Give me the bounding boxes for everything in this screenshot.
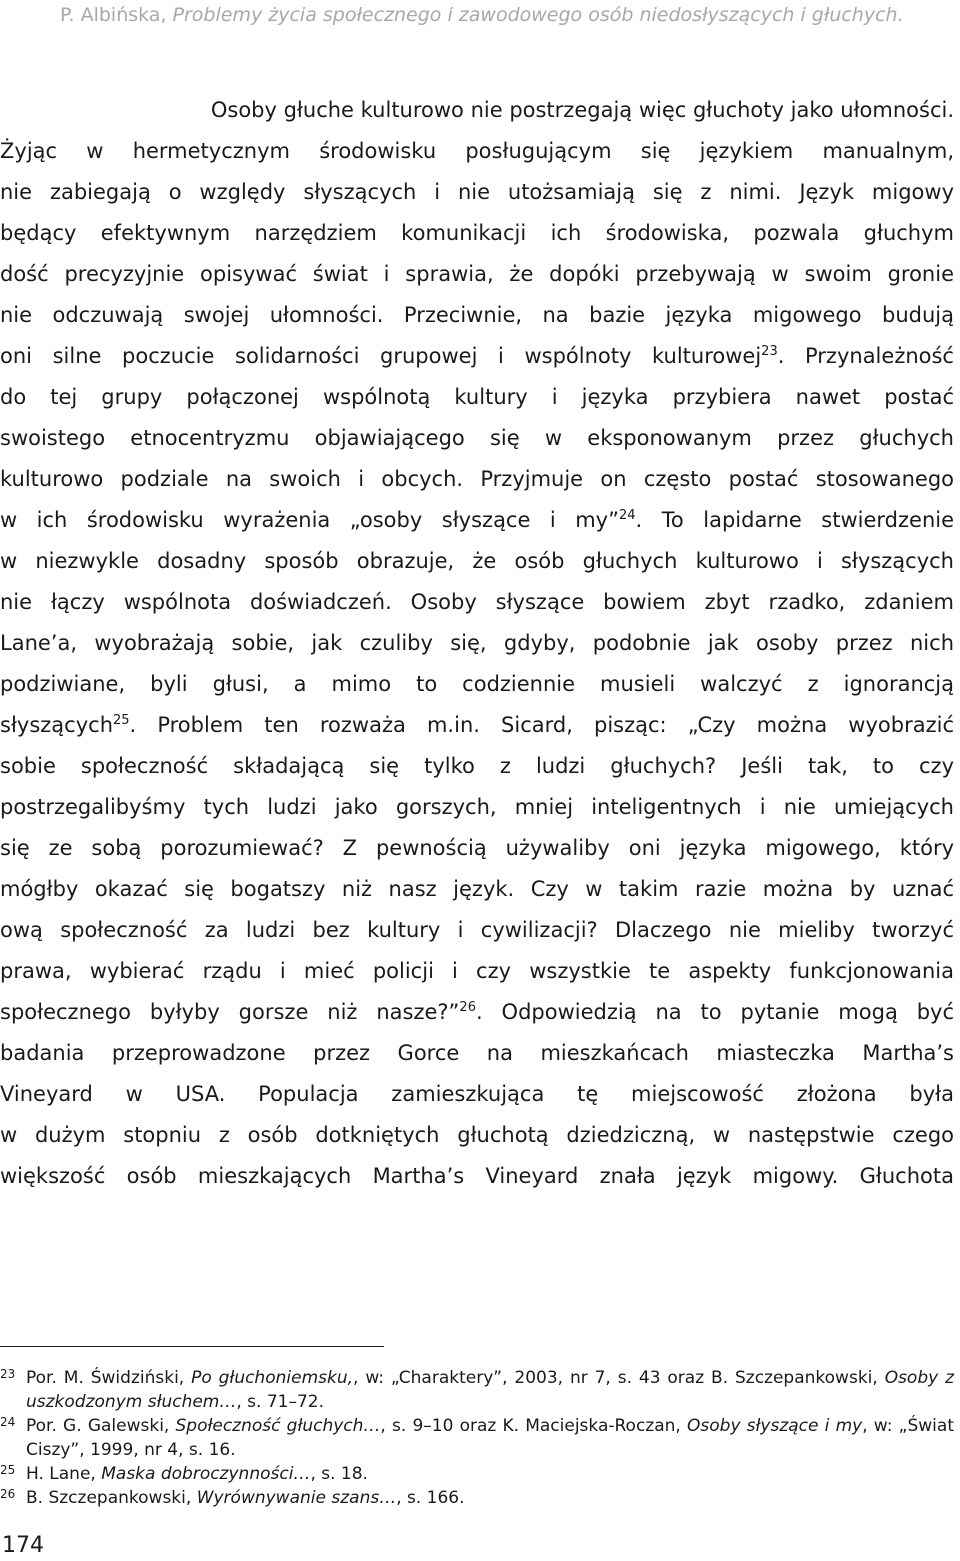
footnote-ref-26[interactable]: 26 [459, 1000, 476, 1015]
body-line [0, 705, 954, 746]
footnote-title: Osoby słyszące i my [687, 1416, 863, 1436]
body-line: będący efektywnym narzędziem komunikacji ich środowiska, pozwala głuchym [0, 221, 954, 245]
body-line: się ze sobą porozumiewać? Z pewnością używaliby oni języka migowego, który [0, 836, 954, 860]
header-author: P. Albińska, [60, 4, 173, 26]
footnote-number: 23 [0, 1367, 16, 1381]
body-line: mógłby okazać się bogatszy niż nasz język. Czy w takim razie można by uznać [0, 877, 954, 901]
page-number: 174 [2, 1533, 44, 1558]
footnote-number: 25 [0, 1463, 16, 1477]
footnote-ref-24[interactable]: 24 [618, 508, 636, 523]
footnote-title: Maska dobroczynności… [101, 1464, 311, 1484]
footnote-ref-23[interactable]: 23 [761, 344, 778, 359]
footnote-ref-25[interactable]: 25 [113, 713, 130, 728]
body-line [0, 500, 954, 541]
footnote-text: , s. 166. [396, 1488, 465, 1508]
body-line [0, 992, 954, 1033]
footnote-text: , s. 18. [310, 1464, 368, 1484]
footnote-number: 24 [0, 1415, 16, 1429]
footnote-text: H. Lane, [26, 1464, 102, 1484]
body-line: kulturowo podziale na swoich i obcych. Przyjmuje on często postać stosowanego [0, 467, 954, 491]
footnote-text: Por. M. Świdziński, [26, 1368, 192, 1388]
body-line: Vineyard w USA. Populacja zamieszkująca tę miejscowość złożona była [0, 1082, 954, 1106]
body-line: Żyjąc w hermetycznym środowisku posługującym się językiem manualnym, [0, 139, 954, 163]
body-line: dość precyzyjnie opisywać świat i sprawia, że dopóki przebywają w swoim gronie [0, 262, 954, 286]
body-line: nie zabiegają o względy słyszących i nie utożsamiają się z nimi. Język migowy [0, 180, 954, 204]
body-line: w dużym stopniu z osób dotkniętych głuchotą dziedziczną, w następstwie czego [0, 1123, 954, 1147]
footnote-text: , w: „Charaktery”, 2003, nr 7, s. 43 oraz B. Szczepankowski, [353, 1368, 885, 1388]
body-line-part: . Problem ten rozważa m.in. Sicard, pisząc: „Czy można wyobrazić [129, 713, 954, 737]
footnotes [0, 1366, 954, 1510]
body-line: Osoby głuche kulturowo nie postrzegają więc głuchoty jako ułomności. [210, 98, 954, 122]
body-line: podziwiane, byli głusi, a mimo to codziennie musieli walczyć z ignorancją [0, 672, 954, 696]
footnote-26 [0, 1486, 954, 1510]
body-text [0, 90, 954, 1197]
body-line-part: słyszących [0, 713, 113, 737]
footnote-title: Społeczność głuchych… [175, 1416, 381, 1436]
body-line: Lane’a, wyobrażają sobie, jak czuliby się, gdyby, podobnie jak osoby przez nich [0, 631, 954, 655]
body-line-part: w ich środowisku wyrażenia „osoby słyszące i my” [0, 508, 619, 532]
body-line: do tej grupy połączonej wspólnotą kultury i języka przybiera nawet postać [0, 385, 954, 409]
footnote-text: , s. 71–72. [236, 1392, 325, 1412]
footnote-title: Po głuchoniemsku, [191, 1368, 354, 1388]
footnote-24 [0, 1414, 954, 1462]
footnote-text: , s. 9–10 oraz K. Maciejska-Roczan, [380, 1416, 688, 1436]
body-line: swoistego etnocentryzmu objawiającego się w eksponowanym przez głuchych [0, 426, 954, 450]
body-line [0, 336, 954, 377]
footnote-text: Por. G. Galewski, [26, 1416, 176, 1436]
body-line: w niezwykle dosadny sposób obrazuje, że osób głuchych kulturowo i słyszących [0, 549, 954, 573]
header-title: Problemy życia społecznego i zawodowego osób niedosłyszących i głuchych. [172, 4, 904, 26]
body-line: postrzegalibyśmy tych ludzi jako gorszych, mniej inteligentnych i nie umiejących [0, 795, 954, 819]
body-line: sobie społeczność składającą się tylko z ludzi głuchych? Jeśli tak, to czy [0, 754, 954, 778]
body-line: nie odczuwają swojej ułomności. Przeciwnie, na bazie języka migowego budują [0, 303, 954, 327]
footnote-number: 26 [0, 1487, 16, 1501]
body-line: badania przeprowadzone przez Gorce na mieszkańcach miasteczka Martha’s [0, 1041, 954, 1065]
footnote-title: Wyrównywanie szans… [196, 1488, 397, 1508]
footnote-25 [0, 1462, 954, 1486]
body-line-part: . To lapidarne stwierdzenie [635, 508, 955, 532]
body-line: większość osób mieszkających Martha’s Vineyard znała język migowy. Głuchota [0, 1164, 954, 1188]
footnote-title: Osoby z uszkodzonym słuchem… [26, 1368, 954, 1412]
body-line-part: . Przynależność [777, 344, 954, 368]
body-line-part: oni silne poczucie solidarności grupowej i wspólnoty kulturowej [0, 344, 762, 368]
footnote-text: , w: „Świat Ciszy”, 1999, nr 4, s. 16. [26, 1416, 954, 1460]
footnote-text: B. Szczepankowski, [26, 1488, 197, 1508]
running-header [60, 4, 940, 26]
body-line-part: społecznego byłyby gorsze niż nasze?” [0, 1000, 460, 1024]
body-line: prawa, wybierać rządu i mieć policji i czy wszystkie te aspekty funkcjonowania [0, 959, 954, 983]
body-line: nie łączy wspólnota doświadczeń. Osoby słyszące bowiem zbyt rzadko, zdaniem [0, 590, 954, 614]
footnote-23 [0, 1366, 954, 1414]
footnote-divider [0, 1346, 384, 1347]
body-line: ową społeczność za ludzi bez kultury i cywilizacji? Dlaczego nie mieliby tworzyć [0, 918, 954, 942]
body-line-part: . Odpowiedzią na to pytanie mogą być [475, 1000, 955, 1024]
